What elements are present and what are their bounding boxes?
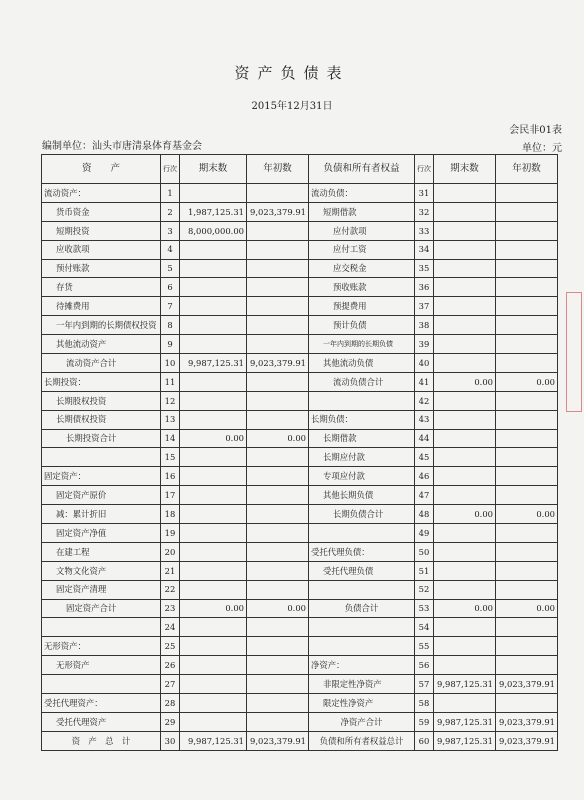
liability-end [434, 637, 496, 656]
asset-label: 减：累计折旧 [42, 505, 161, 524]
asset-begin: 9,023,379.91 [247, 731, 309, 750]
liability-begin [496, 221, 558, 240]
liability-line: 37 [415, 297, 434, 316]
liability-line: 49 [415, 524, 434, 543]
table-row [42, 184, 558, 203]
liability-end [434, 316, 496, 335]
liability-line: 50 [415, 542, 434, 561]
asset-begin [247, 410, 309, 429]
liability-end [434, 202, 496, 221]
liability-label: 预提费用 [309, 297, 415, 316]
liability-end [434, 184, 496, 203]
asset-begin [247, 542, 309, 561]
liability-begin [496, 297, 558, 316]
asset-end [180, 656, 247, 675]
asset-begin [247, 505, 309, 524]
liability-begin [496, 391, 558, 410]
liability-end [434, 429, 496, 448]
balance-sheet-table [41, 154, 558, 751]
liability-begin [496, 240, 558, 259]
asset-line: 17 [161, 486, 180, 505]
liability-line: 51 [415, 561, 434, 580]
report-date: 2015年12月31日 [251, 101, 333, 112]
asset-begin [247, 259, 309, 278]
liability-begin [496, 542, 558, 561]
asset-end [180, 372, 247, 391]
header-assets: 资 产 [42, 155, 161, 184]
asset-begin [247, 486, 309, 505]
asset-line: 13 [161, 410, 180, 429]
table-row [42, 580, 558, 599]
asset-line: 18 [161, 505, 180, 524]
liability-label: 长期应付款 [309, 448, 415, 467]
asset-end [180, 505, 247, 524]
table-row [42, 448, 558, 467]
liability-line: 60 [415, 731, 434, 750]
liability-label: 长期负债： [309, 410, 415, 429]
asset-label: 资 产 总 计 [42, 731, 161, 750]
liability-end [434, 297, 496, 316]
liability-end: 0.00 [434, 599, 496, 618]
asset-begin [247, 561, 309, 580]
asset-end [180, 391, 247, 410]
asset-begin [247, 240, 309, 259]
reporting-unit: 编制单位：汕头市唐清泉体育基金会 [42, 141, 202, 152]
asset-begin: 0.00 [247, 429, 309, 448]
asset-line: 28 [161, 694, 180, 713]
table-row [42, 278, 558, 297]
asset-line: 29 [161, 712, 180, 731]
liability-end [434, 542, 496, 561]
asset-line: 30 [161, 731, 180, 750]
asset-end: 0.00 [180, 599, 247, 618]
asset-line: 22 [161, 580, 180, 599]
liability-label: 应付工资 [309, 240, 415, 259]
asset-line: 20 [161, 542, 180, 561]
asset-end: 1,987,125.31 [180, 202, 247, 221]
table-row [42, 316, 558, 335]
asset-end [180, 410, 247, 429]
liability-begin [496, 259, 558, 278]
liability-end [434, 561, 496, 580]
asset-end [180, 278, 247, 297]
asset-line: 2 [161, 202, 180, 221]
liability-label: 预收账款 [309, 278, 415, 297]
asset-line: 23 [161, 599, 180, 618]
asset-label: 文物文化资产 [42, 561, 161, 580]
asset-line: 26 [161, 656, 180, 675]
asset-end [180, 259, 247, 278]
asset-label: 固定资产清理 [42, 580, 161, 599]
page-title: 资产负债表 [234, 64, 350, 82]
asset-end [180, 675, 247, 694]
asset-label: 待摊费用 [42, 297, 161, 316]
liability-end [434, 656, 496, 675]
liability-label: 其他长期负债 [309, 486, 415, 505]
asset-label: 流动资产合计 [42, 354, 161, 373]
asset-label: 受托代理资产： [42, 694, 161, 713]
asset-label: 在建工程 [42, 542, 161, 561]
liability-end [434, 486, 496, 505]
asset-end [180, 467, 247, 486]
table-row [42, 712, 558, 731]
liability-line: 31 [415, 184, 434, 203]
liability-label: 预计负债 [309, 316, 415, 335]
liability-label: 流动负债： [309, 184, 415, 203]
liability-begin [496, 316, 558, 335]
header-end: 期末数 [180, 155, 247, 184]
liability-line: 44 [415, 429, 434, 448]
asset-end [180, 486, 247, 505]
asset-label: 固定资产： [42, 467, 161, 486]
liability-line: 34 [415, 240, 434, 259]
asset-begin [247, 391, 309, 410]
liability-label [309, 580, 415, 599]
table-row [42, 637, 558, 656]
asset-line: 8 [161, 316, 180, 335]
asset-label: 无形资产： [42, 637, 161, 656]
liability-line: 45 [415, 448, 434, 467]
asset-end [180, 297, 247, 316]
liability-line: 41 [415, 372, 434, 391]
liability-label [309, 391, 415, 410]
asset-line: 4 [161, 240, 180, 259]
liability-begin: 0.00 [496, 372, 558, 391]
liability-line: 53 [415, 599, 434, 618]
asset-begin [247, 221, 309, 240]
asset-label: 流动资产： [42, 184, 161, 203]
asset-line: 7 [161, 297, 180, 316]
liability-end [434, 391, 496, 410]
liability-end [434, 467, 496, 486]
liability-end [434, 448, 496, 467]
asset-line: 6 [161, 278, 180, 297]
asset-begin [247, 297, 309, 316]
asset-label: 应收款项 [42, 240, 161, 259]
table-row [42, 354, 558, 373]
table-row [42, 675, 558, 694]
liability-label: 净资产合计 [309, 712, 415, 731]
asset-end: 0.00 [180, 429, 247, 448]
table-row [42, 599, 558, 618]
liability-end [434, 410, 496, 429]
asset-line: 9 [161, 335, 180, 354]
asset-begin [247, 316, 309, 335]
table-row [42, 221, 558, 240]
asset-begin [247, 712, 309, 731]
liability-label: 净资产： [309, 656, 415, 675]
liability-label: 负债和所有者权益总计 [309, 731, 415, 750]
table-row [42, 467, 558, 486]
liability-line: 38 [415, 316, 434, 335]
asset-end [180, 580, 247, 599]
liability-line: 40 [415, 354, 434, 373]
liability-end [434, 240, 496, 259]
asset-begin [247, 467, 309, 486]
table-row [42, 694, 558, 713]
table-row [42, 561, 558, 580]
asset-end [180, 335, 247, 354]
asset-label: 长期投资合计 [42, 429, 161, 448]
asset-label: 固定资产净值 [42, 524, 161, 543]
liability-end [434, 354, 496, 373]
asset-begin [247, 278, 309, 297]
table-row [42, 335, 558, 354]
asset-line: 3 [161, 221, 180, 240]
asset-label [42, 448, 161, 467]
side-stamp [566, 292, 582, 412]
liability-label: 限定性净资产 [309, 694, 415, 713]
asset-end: 9,987,125.31 [180, 354, 247, 373]
asset-begin [247, 618, 309, 637]
asset-end [180, 694, 247, 713]
table-header [42, 155, 558, 184]
liability-line: 58 [415, 694, 434, 713]
liability-label: 流动负债合计 [309, 372, 415, 391]
liability-line: 36 [415, 278, 434, 297]
liability-label: 长期负债合计 [309, 505, 415, 524]
asset-end [180, 316, 247, 335]
header-line2: 行次 [415, 155, 434, 184]
asset-end: 8,000,000.00 [180, 221, 247, 240]
table-row [42, 486, 558, 505]
asset-end [180, 712, 247, 731]
header-begin: 年初数 [247, 155, 309, 184]
asset-label: 无形资产 [42, 656, 161, 675]
liability-begin: 9,023,379.91 [496, 712, 558, 731]
table-row [42, 259, 558, 278]
asset-end: 9,987,125.31 [180, 731, 247, 750]
liability-line: 52 [415, 580, 434, 599]
liability-label: 负债合计 [309, 599, 415, 618]
liability-end [434, 694, 496, 713]
table-row [42, 524, 558, 543]
liability-begin [496, 561, 558, 580]
liability-begin [496, 580, 558, 599]
table-row [42, 297, 558, 316]
asset-label: 存货 [42, 278, 161, 297]
table-row [42, 618, 558, 637]
header-end2: 期末数 [434, 155, 496, 184]
liability-label: 专项应付款 [309, 467, 415, 486]
liability-line: 59 [415, 712, 434, 731]
table-row [42, 202, 558, 221]
asset-begin [247, 694, 309, 713]
liability-end: 0.00 [434, 505, 496, 524]
liability-line: 54 [415, 618, 434, 637]
liability-begin [496, 486, 558, 505]
asset-begin [247, 580, 309, 599]
asset-line: 19 [161, 524, 180, 543]
asset-label: 其他流动资产 [42, 335, 161, 354]
liability-begin [496, 524, 558, 543]
asset-line: 11 [161, 372, 180, 391]
table-row [42, 391, 558, 410]
asset-begin [247, 335, 309, 354]
table-row [42, 542, 558, 561]
asset-line: 14 [161, 429, 180, 448]
header-liabilities: 负债和所有者权益 [309, 155, 415, 184]
asset-label [42, 618, 161, 637]
liability-begin: 0.00 [496, 599, 558, 618]
liability-begin [496, 184, 558, 203]
table-row [42, 656, 558, 675]
header-begin2: 年初数 [496, 155, 558, 184]
liability-begin: 9,023,379.91 [496, 675, 558, 694]
liability-begin [496, 656, 558, 675]
liability-begin [496, 448, 558, 467]
liability-begin [496, 637, 558, 656]
asset-label: 长期股权投资 [42, 391, 161, 410]
asset-label: 受托代理资产 [42, 712, 161, 731]
liability-label [309, 618, 415, 637]
liability-label: 一年内到期的长期负债 [309, 335, 415, 354]
asset-begin [247, 372, 309, 391]
liability-line: 55 [415, 637, 434, 656]
liability-end [434, 278, 496, 297]
asset-begin [247, 184, 309, 203]
table-row [42, 429, 558, 448]
asset-begin [247, 637, 309, 656]
currency-unit: 单位：元 [522, 143, 562, 154]
liability-end [434, 618, 496, 637]
asset-end [180, 524, 247, 543]
asset-end [180, 637, 247, 656]
asset-line: 5 [161, 259, 180, 278]
liability-line: 43 [415, 410, 434, 429]
liability-line: 33 [415, 221, 434, 240]
table-row [42, 372, 558, 391]
asset-label: 一年内到期的长期债权投资 [42, 316, 161, 335]
liability-end [434, 221, 496, 240]
liability-label: 长期借款 [309, 429, 415, 448]
liability-begin [496, 467, 558, 486]
asset-line: 27 [161, 675, 180, 694]
liability-line: 47 [415, 486, 434, 505]
asset-end [180, 618, 247, 637]
liability-line: 48 [415, 505, 434, 524]
liability-label: 其他流动负债 [309, 354, 415, 373]
asset-line: 21 [161, 561, 180, 580]
liability-begin [496, 354, 558, 373]
asset-label: 预付账款 [42, 259, 161, 278]
table-row [42, 240, 558, 259]
asset-begin [247, 448, 309, 467]
liability-end [434, 259, 496, 278]
liability-begin [496, 694, 558, 713]
liability-label: 受托代理负债 [309, 561, 415, 580]
liability-line: 57 [415, 675, 434, 694]
table-row [42, 410, 558, 429]
table-row [42, 505, 558, 524]
asset-label: 长期投资： [42, 372, 161, 391]
asset-end [180, 448, 247, 467]
asset-label: 长期债权投资 [42, 410, 161, 429]
asset-end [180, 184, 247, 203]
asset-line: 1 [161, 184, 180, 203]
asset-begin [247, 656, 309, 675]
asset-line: 12 [161, 391, 180, 410]
asset-label: 货币资金 [42, 202, 161, 221]
asset-begin [247, 675, 309, 694]
liability-begin [496, 618, 558, 637]
liability-end: 9,987,125.31 [434, 675, 496, 694]
liability-end [434, 335, 496, 354]
liability-label: 应付款项 [309, 221, 415, 240]
asset-line: 24 [161, 618, 180, 637]
liability-begin: 9,023,379.91 [496, 731, 558, 750]
liability-label [309, 524, 415, 543]
liability-end [434, 524, 496, 543]
asset-label [42, 675, 161, 694]
liability-begin [496, 202, 558, 221]
asset-begin: 0.00 [247, 599, 309, 618]
liability-begin [496, 429, 558, 448]
asset-begin: 9,023,379.91 [247, 354, 309, 373]
asset-label: 固定资产合计 [42, 599, 161, 618]
liability-line: 32 [415, 202, 434, 221]
liability-label: 应交税金 [309, 259, 415, 278]
asset-line: 25 [161, 637, 180, 656]
asset-begin [247, 524, 309, 543]
asset-end [180, 561, 247, 580]
asset-line: 16 [161, 467, 180, 486]
asset-end [180, 240, 247, 259]
asset-label: 固定资产原价 [42, 486, 161, 505]
asset-line: 15 [161, 448, 180, 467]
liability-label [309, 637, 415, 656]
table-row [42, 731, 558, 750]
liability-label: 非限定性净资产 [309, 675, 415, 694]
liability-end [434, 580, 496, 599]
asset-end [180, 542, 247, 561]
liability-line: 46 [415, 467, 434, 486]
asset-begin: 9,023,379.91 [247, 202, 309, 221]
asset-label: 短期投资 [42, 221, 161, 240]
asset-line: 10 [161, 354, 180, 373]
liability-line: 39 [415, 335, 434, 354]
liability-line: 35 [415, 259, 434, 278]
liability-end: 9,987,125.31 [434, 712, 496, 731]
liability-end: 0.00 [434, 372, 496, 391]
liability-begin [496, 335, 558, 354]
liability-begin: 0.00 [496, 505, 558, 524]
liability-begin [496, 278, 558, 297]
liability-line: 42 [415, 391, 434, 410]
liability-end: 9,987,125.31 [434, 731, 496, 750]
liability-line: 56 [415, 656, 434, 675]
liability-begin [496, 410, 558, 429]
header-line: 行次 [161, 155, 180, 184]
form-number: 会民非01表 [509, 125, 562, 136]
liability-label: 短期借款 [309, 202, 415, 221]
liability-label: 受托代理负债： [309, 542, 415, 561]
